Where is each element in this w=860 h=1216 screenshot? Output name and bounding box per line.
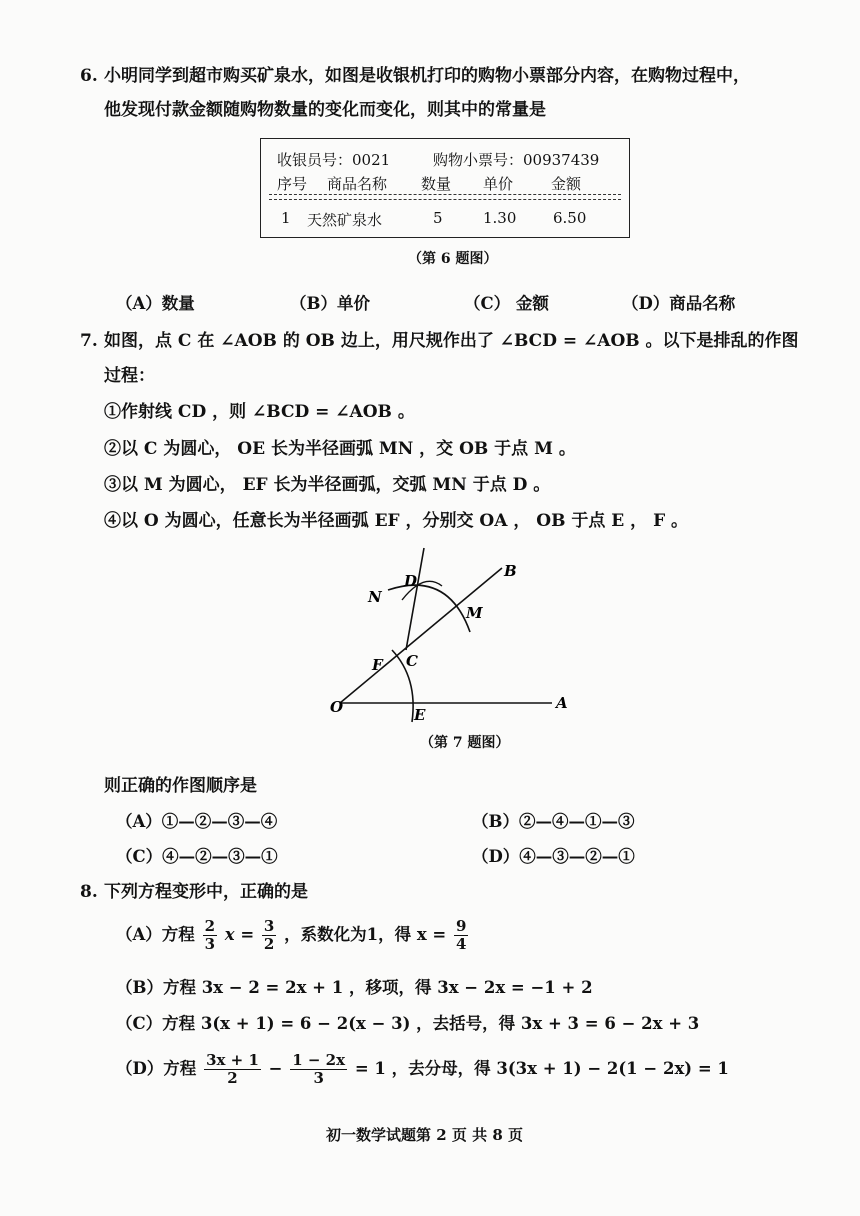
q8-option-b: （B）方程 3x − 2 = 2x + 1 ，移项，得 3x − 2x = −1 + 2 bbox=[116, 978, 593, 997]
q7-line1: 如图，点 C 在 ∠AOB 的 OB 边上，用尺规作出了 ∠BCD = ∠AOB 。以下是排乱的作图 bbox=[104, 331, 799, 351]
q8-d-frac1: $\frac{3x + 1}{2}$ bbox=[206, 1051, 259, 1087]
receipt-header-price: 单价 bbox=[483, 175, 514, 193]
label-b: B bbox=[504, 562, 517, 580]
ray-ob bbox=[340, 568, 502, 703]
label-e: E bbox=[414, 706, 426, 724]
receipt bbox=[260, 138, 630, 238]
q8-number: 8. bbox=[80, 882, 98, 902]
q7-line2: 过程： bbox=[104, 366, 155, 386]
q8-a-frac3: $\frac{9}{4}$ bbox=[456, 917, 467, 953]
q8-option-c: （C）方程 3(x + 1) = 6 − 2(x − 3) ，去括号，得 3x + 3 = 6 − 2x + 3 bbox=[116, 1014, 700, 1033]
label-o: O bbox=[330, 698, 344, 716]
receipt-row-name: 天然矿泉水 bbox=[307, 211, 383, 229]
receipt-ticket: 购物小票号：00937439 bbox=[433, 151, 600, 169]
q7-option-b: （B）②—④—①—③ bbox=[472, 812, 635, 831]
q6-option-c: （C） 金额 bbox=[464, 294, 549, 313]
q6-option-d: （D）商品名称 bbox=[622, 294, 736, 313]
q8-option-a bbox=[116, 918, 470, 953]
label-a: A bbox=[556, 694, 568, 712]
receipt-dash-2 bbox=[269, 199, 621, 200]
q7-option-c: （C）④—②—③—① bbox=[116, 847, 278, 866]
q7-prompt: 则正确的作图顺序是 bbox=[104, 776, 257, 796]
q8-d-frac2: $\frac{1 - 2x}{3}$ bbox=[292, 1051, 346, 1087]
q7-caption: （第 7 题图） bbox=[420, 735, 510, 751]
q8-a-mid1: x = bbox=[224, 925, 255, 944]
q8-a-mid2: ，系数化为1，得 x = bbox=[284, 925, 447, 944]
q8-a-prefix: （A）方程 bbox=[116, 925, 195, 944]
arc-mn bbox=[388, 585, 470, 632]
q8-a-frac1: $\frac{2}{3}$ bbox=[204, 917, 215, 953]
receipt-cashier: 收银员号：0021 bbox=[277, 151, 391, 169]
q7-number: 7. bbox=[80, 331, 98, 351]
receipt-header-qty: 数量 bbox=[421, 175, 452, 193]
q7-step-2: ②以 C 为圆心， OE 长为半径画弧 MN ，交 OB 于点 M 。 bbox=[104, 439, 576, 459]
q6-option-b: （B）单价 bbox=[290, 294, 370, 313]
q7-option-a: （A）①—②—③—④ bbox=[116, 812, 278, 831]
q8-title: 下列方程变形中，正确的是 bbox=[104, 882, 308, 902]
q6-option-a: （A）数量 bbox=[116, 294, 195, 313]
q7-construction-figure bbox=[320, 540, 590, 730]
q8-a-frac2: $\frac{3}{2}$ bbox=[263, 917, 275, 953]
q8-d-prefix: （D）方程 bbox=[116, 1059, 197, 1078]
label-d: D bbox=[404, 572, 418, 590]
q7-option-d: （D）④—③—②—① bbox=[472, 847, 635, 866]
q6-line2: 他发现付款金额随购物数量的变化而变化，则其中的常量是 bbox=[104, 100, 546, 120]
receipt-header-no: 序号 bbox=[277, 175, 308, 193]
label-n: N bbox=[368, 588, 382, 606]
q6-caption: （第 6 题图） bbox=[408, 251, 498, 267]
label-c: C bbox=[406, 652, 418, 670]
receipt-row-amount: 6.50 bbox=[553, 209, 587, 227]
q6-line1: 小明同学到超市购买矿泉水，如图是收银机打印的购物小票部分内容，在购物过程中， bbox=[104, 66, 750, 86]
receipt-dash-1 bbox=[269, 194, 621, 195]
receipt-row-price: 1.30 bbox=[483, 209, 517, 227]
q7-step-1: ①作射线 CD ，则 ∠BCD = ∠AOB 。 bbox=[104, 402, 415, 422]
receipt-header-name: 商品名称 bbox=[327, 175, 388, 193]
q7-step-3: ③以 M 为圆心， EF 长为半径画弧，交弧 MN 于点 D 。 bbox=[104, 475, 551, 495]
receipt-header-amount: 金额 bbox=[551, 175, 582, 193]
q7-step-4: ④以 O 为圆心，任意长为半径画弧 EF ，分别交 OA ， OB 于点 E ， F 。 bbox=[104, 511, 689, 531]
page-footer: 初一数学试题第 2 页 共 8 页 bbox=[326, 1126, 523, 1144]
label-m: M bbox=[466, 604, 483, 622]
receipt-row-qty: 5 bbox=[433, 209, 443, 227]
q8-d-rest: = 1 ，去分母，得 3(3x + 1) − 2(1 − 2x) = 1 bbox=[354, 1059, 729, 1078]
receipt-row-no: 1 bbox=[281, 209, 291, 227]
q8-d-minus: − bbox=[268, 1059, 283, 1078]
q6-number: 6. bbox=[80, 66, 98, 86]
label-f: F bbox=[372, 656, 383, 674]
q8-option-d bbox=[116, 1052, 729, 1087]
